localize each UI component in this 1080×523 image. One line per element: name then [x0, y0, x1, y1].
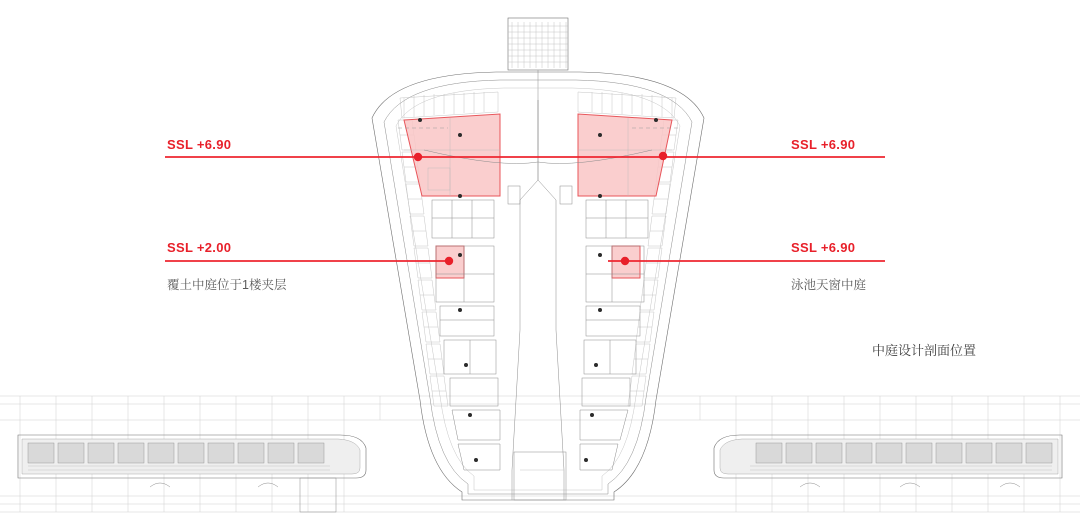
atrium-zone-upper-right: [578, 114, 672, 196]
left-wing-plan: [398, 92, 500, 470]
ssl-label-left-upper: SSL +6.90: [167, 137, 232, 152]
train-right: [714, 435, 1062, 487]
diagram-caption: 中庭设计剖面位置: [872, 343, 977, 358]
site-context-band: [0, 396, 1080, 512]
ssl-label-right-upper: SSL +6.90: [791, 137, 856, 152]
train-left: [18, 435, 366, 512]
ssl-label-left-lower: SSL +2.00: [167, 240, 232, 255]
note-left: 覆土中庭位于1楼夹层: [167, 278, 287, 292]
note-right: 泳池天窗中庭: [791, 278, 867, 292]
ssl-label-right-lower: SSL +6.90: [791, 240, 856, 255]
right-wing-plan: [578, 92, 680, 470]
marker-atrium-upper-left: [414, 153, 422, 161]
marker-atrium-lower-left: [445, 257, 453, 265]
ssl-leader-lines: [165, 157, 885, 261]
marker-atrium-lower-right: [621, 257, 629, 265]
marker-atrium-upper-right: [659, 152, 667, 160]
